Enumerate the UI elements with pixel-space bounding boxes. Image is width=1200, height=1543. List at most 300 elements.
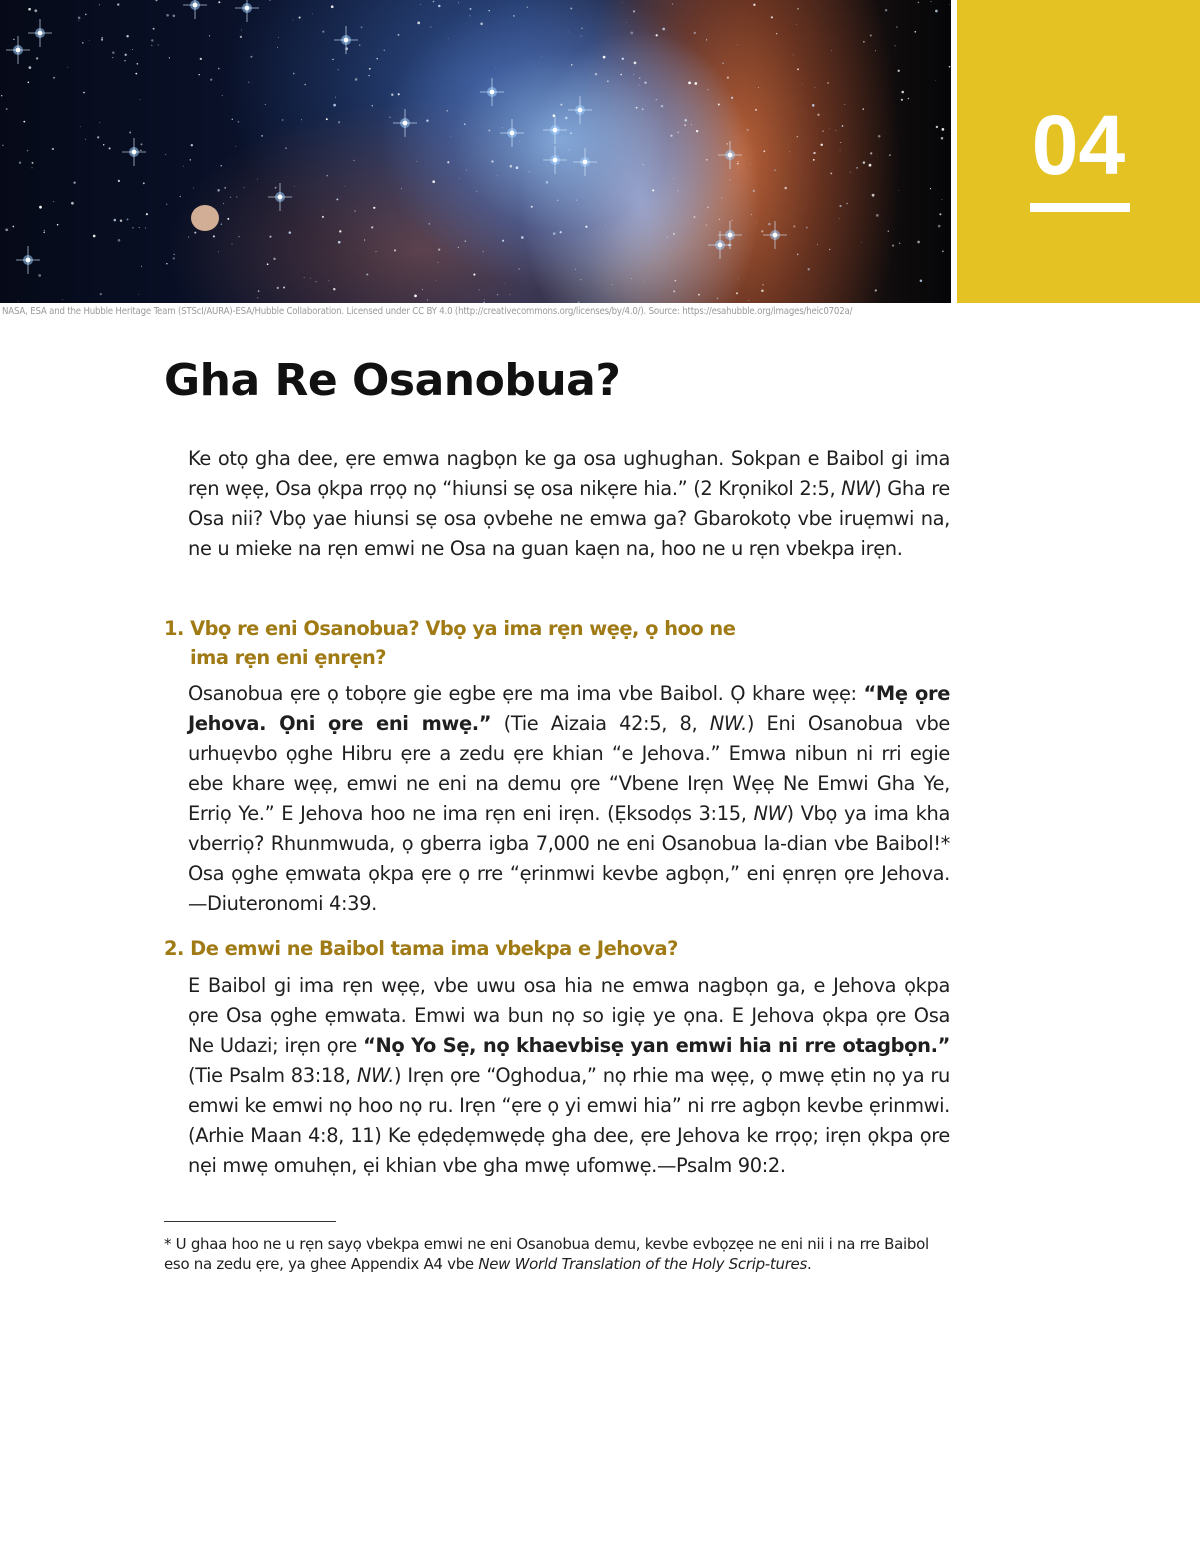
star [326, 118, 328, 120]
star [238, 236, 239, 237]
star [129, 131, 131, 133]
star [368, 75, 369, 76]
star [78, 20, 79, 21]
star [80, 126, 81, 127]
star [5, 228, 8, 231]
star [939, 213, 941, 215]
star [605, 225, 606, 226]
star [414, 295, 417, 298]
star [793, 225, 795, 227]
star [275, 187, 277, 189]
star [541, 56, 542, 57]
star [758, 87, 759, 88]
star [1, 95, 2, 96]
star [497, 294, 498, 295]
bright-star [235, 0, 259, 22]
star [633, 74, 634, 75]
star [570, 8, 572, 10]
star [901, 99, 903, 101]
star [483, 302, 484, 303]
star [771, 16, 773, 18]
intro-citation: NW [841, 477, 875, 500]
star [401, 188, 402, 189]
answer-1-nw: NW. [709, 712, 747, 735]
intro-paragraph [188, 444, 950, 564]
star [673, 233, 675, 235]
star [432, 180, 435, 183]
star [576, 200, 577, 201]
star [827, 82, 828, 83]
star [691, 124, 692, 125]
star [427, 300, 428, 301]
star [78, 17, 81, 20]
star [531, 206, 533, 208]
star [755, 109, 757, 111]
star [694, 32, 696, 34]
star [390, 117, 391, 118]
answer-1-paragraph [188, 679, 950, 919]
star [301, 119, 302, 120]
star [920, 280, 923, 283]
star [89, 40, 90, 41]
star [789, 151, 790, 152]
star [622, 2, 623, 3]
star [32, 162, 34, 164]
star [132, 49, 133, 50]
star [283, 287, 285, 289]
star [198, 74, 200, 76]
star [762, 284, 763, 285]
star [840, 150, 841, 151]
star [817, 114, 819, 116]
star [194, 232, 196, 234]
star [223, 203, 224, 204]
star [643, 281, 644, 282]
star [898, 190, 899, 191]
answer-2-text: E Baibol gi ima rẹn wẹẹ, vbe uwu osa hia ne emwa nagbọn ga, e Jehova ọkpa ọre Osa ọghe ẹmwata. Emwi wa bun nọ so igiẹ ye ọna. E Jehova ọkpa ọre Osa Ne Udazi; irẹn ọre [188, 974, 950, 1057]
star [595, 73, 598, 76]
star [339, 230, 341, 232]
star [707, 89, 708, 90]
star [930, 188, 931, 189]
star [322, 31, 324, 33]
star [332, 59, 333, 60]
star [726, 143, 728, 145]
star [323, 211, 324, 212]
bright-star [334, 26, 358, 54]
star [768, 223, 771, 226]
star [312, 14, 313, 15]
star [869, 164, 872, 167]
star [141, 266, 142, 267]
star [267, 263, 269, 265]
star [376, 251, 377, 252]
page-title: Gha Re Osanobua? [164, 355, 621, 406]
star [729, 179, 730, 180]
star [372, 105, 373, 106]
star [261, 135, 263, 137]
star [581, 36, 582, 37]
star [354, 210, 356, 212]
star [28, 8, 31, 11]
star [521, 236, 524, 239]
lesson-number: 04 [1031, 98, 1126, 192]
bright-star [6, 36, 30, 64]
bright-star [16, 246, 40, 274]
star [146, 213, 148, 215]
star [473, 274, 475, 276]
star [634, 62, 637, 65]
star [476, 191, 477, 192]
star [222, 95, 223, 96]
star [941, 199, 942, 200]
star [513, 15, 515, 17]
star [918, 2, 920, 4]
star [99, 122, 100, 123]
star [667, 237, 668, 238]
footnote [164, 1234, 954, 1274]
star [183, 166, 184, 167]
star [398, 93, 400, 95]
star [304, 277, 305, 278]
star [173, 15, 176, 18]
star [67, 67, 68, 68]
star [502, 240, 504, 242]
star [636, 107, 638, 109]
star [310, 278, 311, 279]
answer-1-nw-2: NW [753, 802, 787, 825]
star [813, 159, 815, 161]
star [258, 290, 260, 292]
star [941, 137, 944, 140]
star [935, 10, 938, 13]
star [505, 283, 506, 284]
star [391, 94, 393, 96]
answer-1-text: Osanobua ẹre ọ tobọre gie egbe ẹre ma ima vbe Baibol. Ọ khare wẹẹ: [188, 682, 864, 705]
star [200, 58, 202, 60]
star [571, 64, 572, 65]
star [638, 85, 639, 86]
star [931, 1, 932, 2]
star [546, 181, 549, 184]
answer-2-text-2: ) Irẹn ọre “Oghodua,” nọ rhie ma wẹẹ, ọ mwẹ ẹtin nọ ya ru emwi ke emwi nọ hoo nọ ru. Irẹn “ẹre ọ yi emwi hia” ni rre agbọn kevbe ẹrinmwi. (Arhie Maan 4:8, 11) Ke ẹdẹdẹmwẹdẹ gha dee, ẹre Jehova ke rrọọ; irẹn ọkpa ọre nẹi mwẹ omuhẹn, ẹi khian vbe gha mwẹ ufomwẹ.—Psalm 90:2. [188, 1064, 950, 1177]
star [120, 219, 122, 221]
star [151, 39, 153, 41]
star [892, 244, 894, 246]
star [889, 154, 891, 156]
star [797, 136, 799, 138]
footnote-divider [164, 1221, 336, 1222]
bright-star [480, 78, 504, 106]
star [333, 288, 335, 290]
star [842, 125, 844, 127]
star [898, 70, 900, 72]
star [230, 197, 231, 198]
star [850, 172, 851, 173]
star [193, 187, 194, 188]
star [917, 241, 920, 244]
answer-1-ref: (Tie Aizaia 42:5, 8, [491, 712, 710, 735]
bright-star [543, 116, 567, 144]
star [674, 280, 676, 282]
star [210, 79, 212, 81]
star [479, 289, 480, 290]
star [553, 232, 556, 235]
nebula-photo [0, 0, 951, 303]
star [938, 225, 941, 228]
star-field [0, 0, 951, 303]
bright-star [763, 221, 787, 249]
star [376, 58, 378, 60]
star [250, 56, 252, 58]
star [466, 169, 467, 170]
star [753, 4, 755, 6]
star [236, 196, 237, 197]
star [180, 196, 181, 197]
star [585, 226, 587, 228]
star [797, 68, 799, 70]
star [293, 20, 294, 21]
star [85, 139, 86, 140]
star [218, 68, 220, 70]
star [488, 10, 489, 11]
star [338, 241, 341, 244]
star [331, 5, 334, 8]
star [101, 37, 103, 39]
bright-star [543, 146, 567, 174]
star [209, 35, 210, 36]
star [417, 22, 420, 25]
star [73, 181, 75, 183]
star [830, 172, 832, 174]
star [839, 205, 841, 207]
star [776, 33, 777, 34]
star [510, 294, 511, 295]
star [569, 149, 570, 150]
star [901, 91, 904, 94]
star [942, 128, 945, 131]
star [289, 231, 292, 234]
star [678, 190, 679, 191]
star [698, 294, 700, 296]
star [707, 207, 708, 208]
star [12, 226, 14, 228]
star [844, 104, 845, 105]
star [835, 130, 836, 131]
star [684, 124, 685, 125]
star [166, 263, 167, 264]
star [34, 9, 37, 12]
star [840, 142, 841, 143]
star [103, 144, 105, 146]
star [241, 30, 242, 31]
star [656, 99, 657, 100]
bright-star [573, 148, 597, 176]
star [132, 227, 133, 228]
star [426, 120, 428, 122]
star [727, 77, 729, 79]
star [607, 81, 608, 82]
star [784, 187, 787, 190]
star [191, 144, 193, 146]
star [662, 28, 665, 31]
spiral-galaxy [191, 205, 219, 231]
star [896, 26, 897, 27]
star [165, 154, 166, 155]
star [448, 38, 449, 39]
star [257, 179, 258, 180]
star [862, 242, 863, 243]
star [114, 219, 117, 222]
lesson-number-block [957, 0, 1200, 303]
star [936, 126, 938, 128]
star [639, 77, 641, 79]
star [808, 268, 810, 270]
star [2, 145, 3, 146]
star [6, 108, 8, 110]
star [218, 1, 220, 3]
star [802, 84, 803, 85]
star [622, 58, 624, 60]
star [335, 97, 336, 98]
star [224, 187, 226, 189]
star [232, 244, 233, 245]
star [166, 14, 169, 17]
star [510, 165, 513, 168]
star [135, 73, 137, 75]
star [748, 300, 749, 301]
star [118, 239, 121, 242]
star [227, 218, 229, 220]
star [797, 254, 799, 256]
star [355, 78, 358, 81]
star [143, 182, 145, 184]
star [793, 55, 794, 56]
star [914, 31, 916, 33]
star [369, 68, 371, 70]
bright-star [568, 96, 592, 124]
lesson-number-underline [1030, 203, 1130, 212]
star [821, 144, 823, 146]
star [139, 99, 140, 100]
star [125, 54, 127, 56]
star [578, 301, 580, 303]
star [437, 262, 438, 263]
star [575, 269, 576, 270]
star [384, 50, 386, 52]
star [678, 132, 679, 133]
answer-2-ref: (Tie Psalm 83:18, [188, 1064, 357, 1087]
star [232, 119, 233, 120]
star [52, 148, 54, 150]
star [862, 108, 863, 109]
star [463, 139, 464, 140]
star [747, 129, 749, 131]
star [458, 2, 459, 3]
star [796, 24, 797, 25]
footnote-end: . [807, 1255, 812, 1273]
star [153, 28, 155, 30]
star [293, 73, 295, 75]
star [345, 186, 346, 187]
star [109, 147, 111, 149]
bright-star [28, 19, 52, 47]
star [480, 23, 483, 26]
star [394, 249, 396, 251]
bright-star [718, 141, 742, 169]
star [273, 258, 275, 260]
star [694, 216, 696, 218]
star [706, 39, 707, 40]
star [863, 41, 865, 43]
star [736, 292, 738, 294]
star [282, 119, 284, 121]
star [519, 268, 520, 269]
star [97, 136, 99, 138]
star [190, 159, 191, 160]
star [464, 123, 466, 125]
star [706, 159, 708, 161]
star [738, 161, 739, 162]
star [495, 67, 496, 68]
star [516, 166, 519, 169]
star [338, 69, 339, 70]
star [269, 236, 271, 238]
star [265, 104, 266, 105]
star [28, 82, 30, 84]
star [557, 199, 559, 201]
footnote-book-title: New World Translation of the Holy Scrip-tures [478, 1255, 808, 1273]
star [43, 231, 45, 233]
star [99, 4, 100, 5]
star [44, 230, 45, 231]
star [359, 44, 360, 45]
star [62, 299, 63, 300]
star [430, 27, 431, 28]
star [18, 301, 19, 302]
star [813, 152, 815, 154]
intro-text-end: ) Gha re Osa nii? Vbọ yae hiunsi sẹ osa ọvbehe ne emwa ga? Gbarokotọ vbe iruẹmwi na, ne u mieke na rẹn emwi ne Osa na guan kaẹn na, hoo ne u rẹn vbekpa irẹn. [188, 477, 950, 560]
star [19, 161, 21, 163]
star [429, 223, 430, 224]
star [140, 143, 142, 145]
bright-star [268, 183, 292, 211]
bright-star [500, 119, 524, 147]
star [217, 189, 220, 192]
star [642, 108, 644, 110]
star [53, 201, 54, 202]
star [416, 161, 417, 162]
question-1-line2: ima rẹn eni ẹnrẹn? [190, 646, 387, 669]
answer-2-nw: NW. [356, 1064, 395, 1087]
star [36, 57, 38, 59]
star [829, 128, 830, 129]
star [322, 216, 324, 218]
star [942, 250, 944, 252]
star [876, 214, 879, 217]
star [484, 299, 485, 300]
star [831, 50, 832, 51]
star [706, 225, 707, 226]
star [817, 244, 818, 245]
question-2 [164, 934, 964, 963]
star [949, 4, 950, 5]
answer-1-text-2: ) Eni Osanobua vbe urhuẹvbo ọghe Hibru ẹre a zedu ẹre khian “e Jehova.” Emwa nibun ni rri egie ebe khare wẹẹ, emwi ne eni na demu ọre “Vbene Irẹn Wẹẹ Ne Emwi Gha Ye, Erriọ Ye.” E Jehova hoo ne ima rẹn eni irẹn. (Ẹksodọs 3:15, [188, 712, 950, 825]
star [797, 8, 798, 9]
star [491, 160, 493, 162]
star [420, 4, 421, 5]
star [23, 121, 25, 123]
